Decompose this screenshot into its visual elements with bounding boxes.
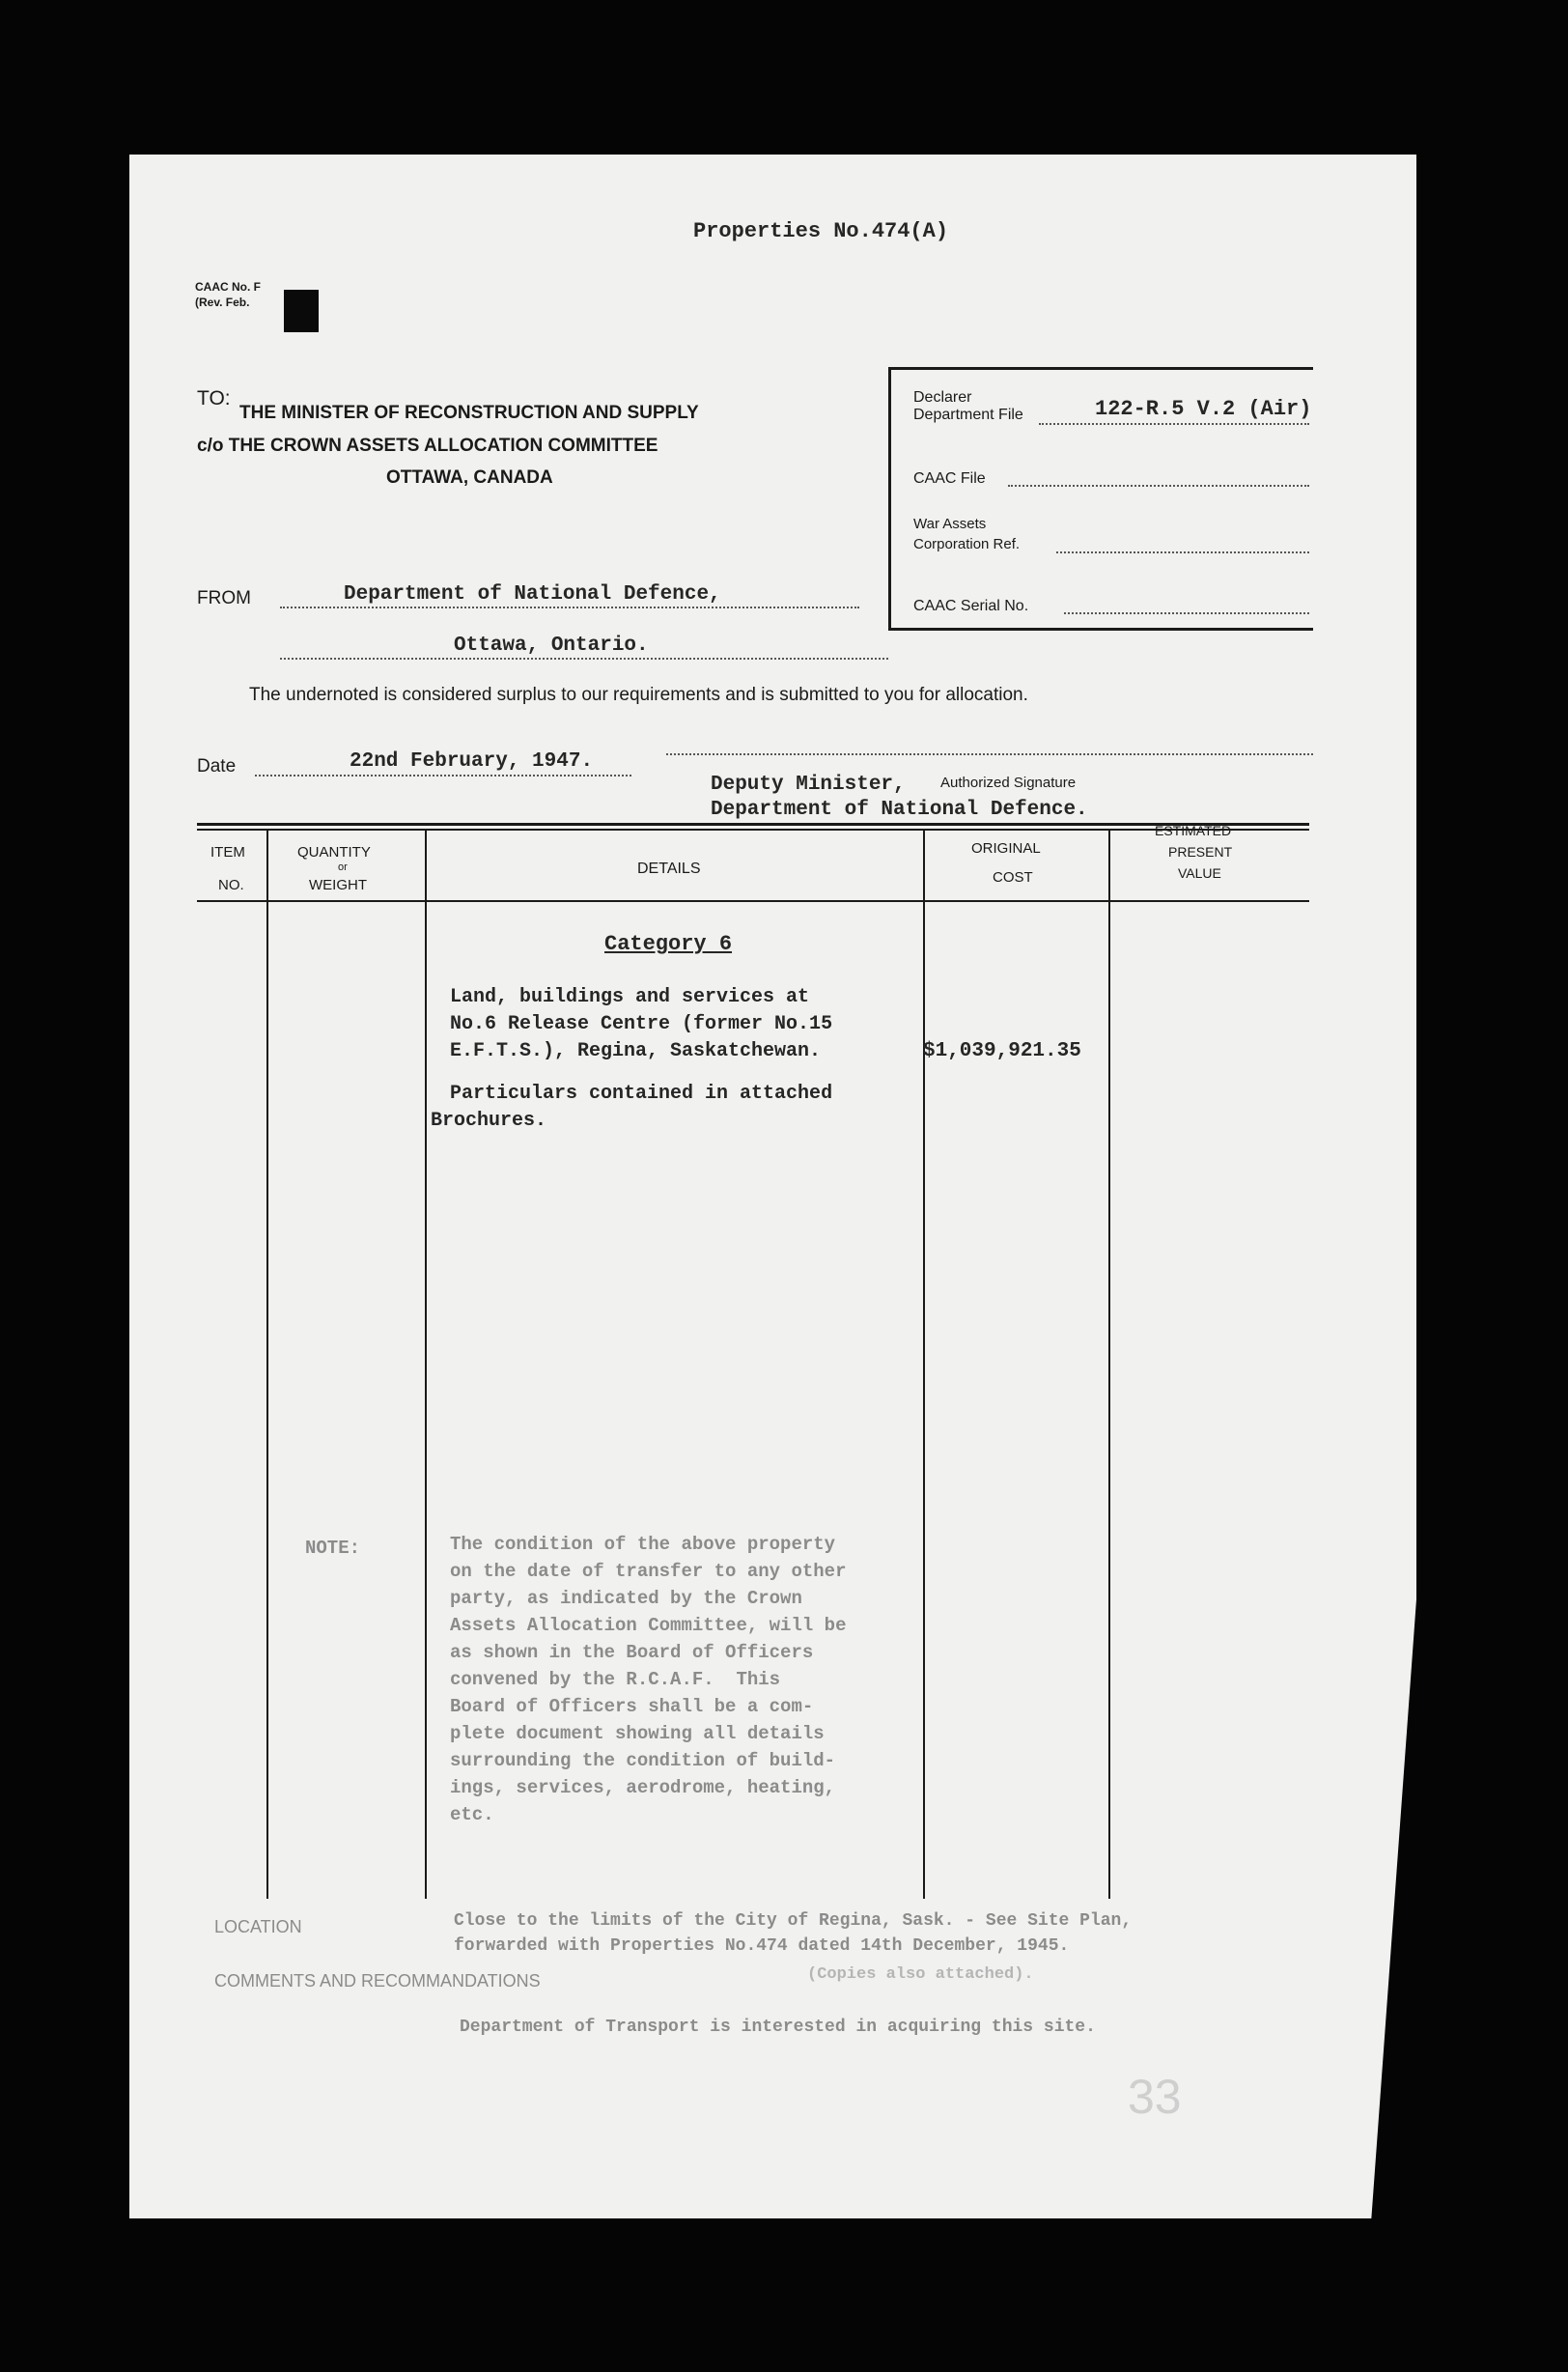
header-cost: COST	[993, 869, 1033, 886]
corporation-ref-dotted-line	[1056, 551, 1309, 553]
caac-file-label: CAAC File	[913, 470, 986, 487]
comments-label: COMMENTS AND RECOMMANDATIONS	[214, 1971, 541, 1991]
from-line-2: Ottawa, Ontario.	[454, 635, 649, 657]
date-value: 22nd February, 1947.	[350, 750, 594, 773]
caac-file-dotted-line	[1008, 485, 1309, 487]
header-no: NO.	[218, 877, 244, 893]
header-present: PRESENT	[1168, 844, 1233, 860]
caac-form-number: CAAC No. F	[195, 280, 261, 294]
comment-text: Department of Transport is interested in acquiring this site.	[460, 2018, 1096, 2037]
column-divider-3	[923, 829, 925, 1899]
signer-title: Deputy Minister,	[711, 774, 906, 796]
caac-serial-label: CAAC Serial No.	[913, 598, 1029, 614]
authorized-signature-label: Authorized Signature	[940, 775, 1077, 791]
category-heading: Category 6	[604, 932, 733, 956]
header-value: VALUE	[1178, 865, 1221, 881]
location-line-1: Close to the limits of the City of Regina, Sask. - See Site Plan,	[454, 1911, 1133, 1931]
from-label: FROM	[197, 588, 251, 608]
ref-box-left-border	[888, 367, 891, 630]
header-original: ORIGINAL	[971, 840, 1041, 857]
note-line-10: ings, services, aerodrome, heating,	[450, 1777, 836, 1798]
note-line-8: plete document showing all details	[450, 1723, 825, 1744]
from-line-1: Department of National Defence,	[344, 583, 721, 606]
note-line-3: party, as indicated by the Crown	[450, 1588, 802, 1609]
location-label: LOCATION	[214, 1917, 302, 1936]
table-top-border	[197, 823, 1309, 826]
column-divider-1	[266, 829, 268, 1899]
header-quantity: QUANTITY	[297, 844, 371, 861]
table-header-divider	[197, 900, 1309, 902]
note-line-5: as shown in the Board of Officers	[450, 1642, 814, 1663]
war-assets-label: War Assets	[913, 516, 987, 532]
dept-file-dotted-line	[1039, 423, 1309, 425]
signature-dotted-line	[666, 753, 1313, 755]
addressee-line-1: THE MINISTER OF RECONSTRUCTION AND SUPPLY	[239, 403, 699, 423]
note-label: NOTE:	[305, 1538, 361, 1559]
note-line-4: Assets Allocation Committee, will be	[450, 1615, 847, 1636]
details-line-1: Land, buildings and services at	[450, 986, 810, 1008]
header-estimated: ESTIMATED	[1155, 823, 1232, 838]
date-label: Date	[197, 756, 237, 777]
copies-note: (Copies also attached).	[807, 1965, 1034, 1984]
surplus-statement: The undernoted is considered surplus to our requirements and is submitted to you for allocation.	[249, 685, 1028, 705]
note-line-6: convened by the R.C.A.F. This	[450, 1669, 781, 1690]
addressee-line-3: OTTAWA, CANADA	[386, 467, 553, 488]
table-top-border-inner	[197, 829, 1309, 831]
declarer-label: Declarer	[913, 389, 972, 406]
addressee-line-2: c/o THE CROWN ASSETS ALLOCATION COMMITTEE	[197, 436, 658, 456]
document-page	[129, 155, 1416, 2218]
caac-serial-dotted-line	[1064, 612, 1309, 614]
details-line-3: E.F.T.S.), Regina, Saskatchewan.	[450, 1040, 822, 1062]
redaction-block	[284, 290, 319, 332]
details-line-2: No.6 Release Centre (former No.15	[450, 1013, 833, 1035]
header-weight: WEIGHT	[309, 877, 367, 893]
column-divider-4	[1108, 829, 1110, 1899]
date-dotted-line	[255, 775, 631, 777]
signer-department: Department of National Defence.	[711, 799, 1088, 821]
dept-file-label: Department File	[913, 407, 1023, 423]
particulars-line-1: Particulars contained in attached	[450, 1083, 833, 1105]
note-line-1: The condition of the above property	[450, 1534, 836, 1555]
caac-form-revision: (Rev. Feb.	[195, 296, 250, 309]
to-label: TO:	[197, 387, 231, 409]
header-or: or	[338, 861, 348, 873]
note-line-11: etc.	[450, 1804, 494, 1825]
note-line-7: Board of Officers shall be a com-	[450, 1696, 814, 1717]
particulars-line-2: Brochures.	[431, 1110, 547, 1132]
corporation-ref-label: Corporation Ref.	[913, 536, 1021, 552]
dept-file-value: 122-R.5 V.2 (Air)	[1095, 397, 1312, 421]
ref-box-top-border	[888, 367, 1313, 370]
note-line-9: surrounding the condition of build-	[450, 1750, 836, 1771]
header-details: DETAILS	[637, 861, 701, 877]
header-item: ITEM	[210, 844, 245, 861]
page-number: 33	[1128, 2070, 1182, 2124]
note-line-2: on the date of transfer to any other	[450, 1561, 847, 1582]
properties-number: Properties No.474(A)	[693, 219, 949, 243]
ref-box-bottom-border	[888, 628, 1313, 631]
location-line-2: forwarded with Properties No.474 dated 14th December, 1945.	[454, 1936, 1070, 1956]
original-cost-value: $1,039,921.35	[923, 1040, 1081, 1062]
column-divider-2	[425, 829, 427, 1899]
